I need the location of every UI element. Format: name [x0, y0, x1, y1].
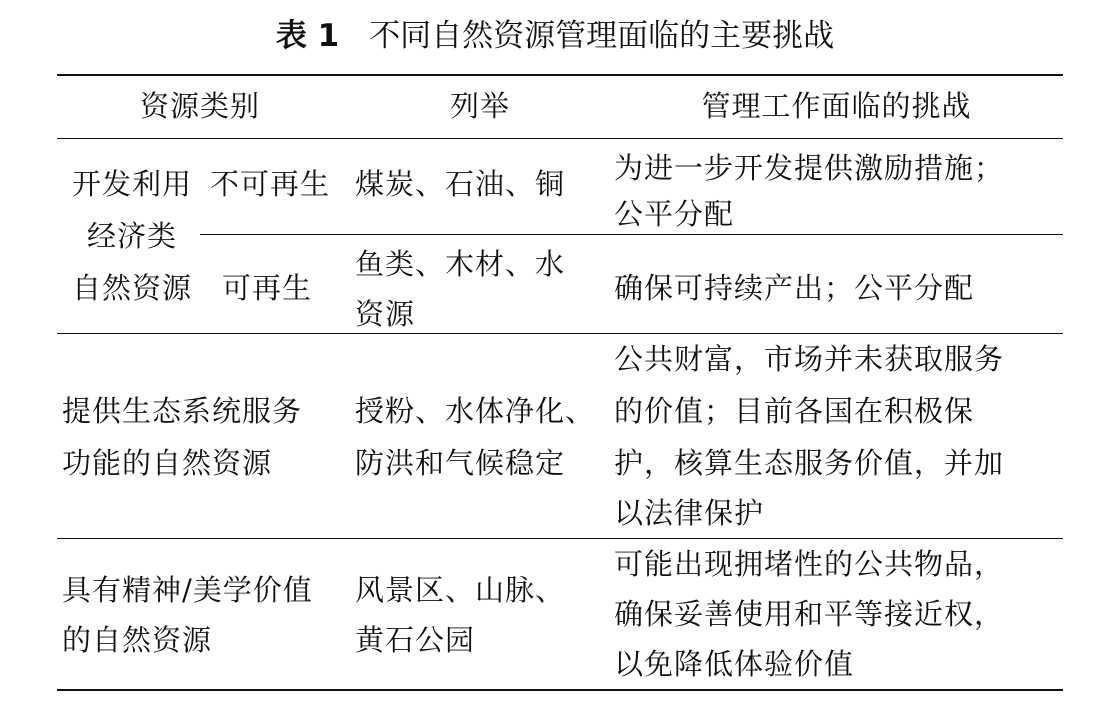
- group1-subtype-nonrenewable: 不可再生: [210, 167, 331, 201]
- header-rule: [57, 138, 1063, 139]
- group2-category-line-2: 功能的自然资源: [62, 446, 273, 480]
- top-rule: [57, 74, 1063, 76]
- group1-row1-examples: 煤炭、石油、铜: [355, 167, 566, 201]
- group3-category-line-1: 具有精神/美学价值: [62, 573, 313, 607]
- group2-challenges-line-4: 以法律保护: [614, 496, 765, 530]
- group2-category-line-1: 提供生态系统服务: [62, 394, 303, 428]
- group1-category-line-1: 开发利用: [71, 167, 192, 201]
- group3-examples-line-2: 黄石公园: [355, 623, 476, 657]
- group3-challenges-line-1: 可能出现拥堵性的公共物品，: [614, 547, 1005, 581]
- table-number: 表 1: [275, 18, 340, 54]
- group1-subtype-renewable: 可再生: [222, 271, 313, 305]
- group2-examples-line-1: 授粉、水体净化、: [355, 394, 596, 428]
- group1-row2-examples-line-2: 资源: [355, 297, 416, 331]
- table-caption: [0, 14, 1110, 58]
- group2-challenges-line-1: 公共财富，市场并未获取服务: [614, 342, 1005, 376]
- header-examples: 列举: [449, 89, 510, 123]
- group3-category-line-2: 的自然资源: [62, 623, 213, 657]
- header-resource-category: 资源类别: [139, 89, 260, 123]
- group1-category-line-2: 经济类: [86, 219, 177, 253]
- group3-challenges-line-2: 确保妥善使用和平等接近权，: [614, 597, 1005, 631]
- group1-row1-challenges-line-1: 为进一步开发提供激励措施；: [614, 151, 1005, 185]
- group2-examples-line-2: 防洪和气候稳定: [355, 446, 566, 480]
- header-challenges: 管理工作面临的挑战: [701, 89, 972, 123]
- group3-examples-line-1: 风景区、山脉、: [355, 573, 566, 607]
- group1-row2-challenges: 确保可持续产出；公平分配: [614, 271, 975, 305]
- group3-challenges-line-3: 以免降低体验价值: [614, 647, 855, 681]
- table-title: 不同自然资源管理面临的主要挑战: [369, 18, 835, 54]
- group1-row2-examples-line-1: 鱼类、木材、水: [355, 247, 566, 281]
- group1-category-line-3: 自然资源: [71, 271, 192, 305]
- group1-row1-challenges-line-2: 公平分配: [614, 197, 735, 231]
- group2-challenges-line-2: 的价值；目前各国在积极保: [614, 394, 975, 428]
- group2-challenges-line-3: 护，核算生态服务价值，并加: [614, 446, 1005, 480]
